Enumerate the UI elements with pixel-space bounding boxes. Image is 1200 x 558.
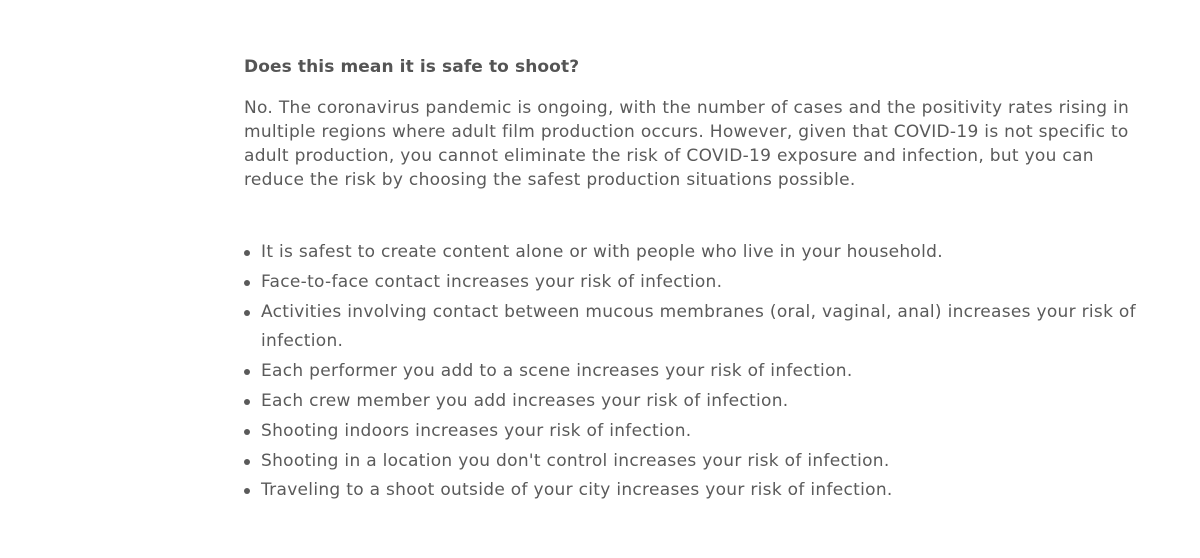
article-content	[244, 54, 1144, 506]
list-item	[261, 476, 1144, 506]
list-item-text: Shooting indoors increases your risk of infection.	[261, 420, 692, 441]
list-item-text: Each crew member you add increases your risk of infection.	[261, 390, 789, 411]
list-item	[261, 238, 1144, 268]
list-item-text: Traveling to a shoot outside of your city increases your risk of infection.	[261, 480, 893, 501]
section-paragraph: No. The coronavirus pandemic is ongoing, with the number of cases and the positivity rates rising in multiple regions where adult film production occurs. However, given that COVID-19 is not specific to adult production, you cannot eliminate the risk of COVID-19 exposure and infection, but you can reduce the risk by choosing the safest production situations possible.	[244, 98, 1130, 190]
bullet-icon	[244, 488, 250, 494]
bullet-icon	[244, 310, 250, 316]
bullet-icon	[244, 459, 250, 465]
list-item	[261, 417, 1144, 447]
list-item	[261, 268, 1144, 298]
bullet-icon	[244, 399, 250, 405]
list-item	[261, 298, 1144, 358]
list-item	[261, 357, 1144, 387]
bullet-icon	[244, 429, 250, 435]
bullet-icon	[244, 250, 250, 256]
list-item-text: Each performer you add to a scene increases your risk of infection.	[261, 361, 853, 382]
section-heading: Does this mean it is safe to shoot?	[244, 57, 580, 77]
list-item-text: Shooting in a location you don't control increases your risk of infection.	[261, 450, 890, 471]
list-item-text: Face-to-face contact increases your risk of infection.	[261, 271, 723, 292]
list-item	[261, 387, 1144, 417]
list-item	[261, 447, 1144, 477]
list-item-text: It is safest to create content alone or with people who live in your household.	[261, 242, 943, 262]
list-item-text: Activities involving contact between mucous membranes (oral, vaginal, anal) increases your risk of infection.	[261, 301, 1136, 352]
bullet-icon	[244, 280, 250, 286]
bullet-icon	[244, 369, 250, 375]
risk-list	[244, 238, 1144, 506]
